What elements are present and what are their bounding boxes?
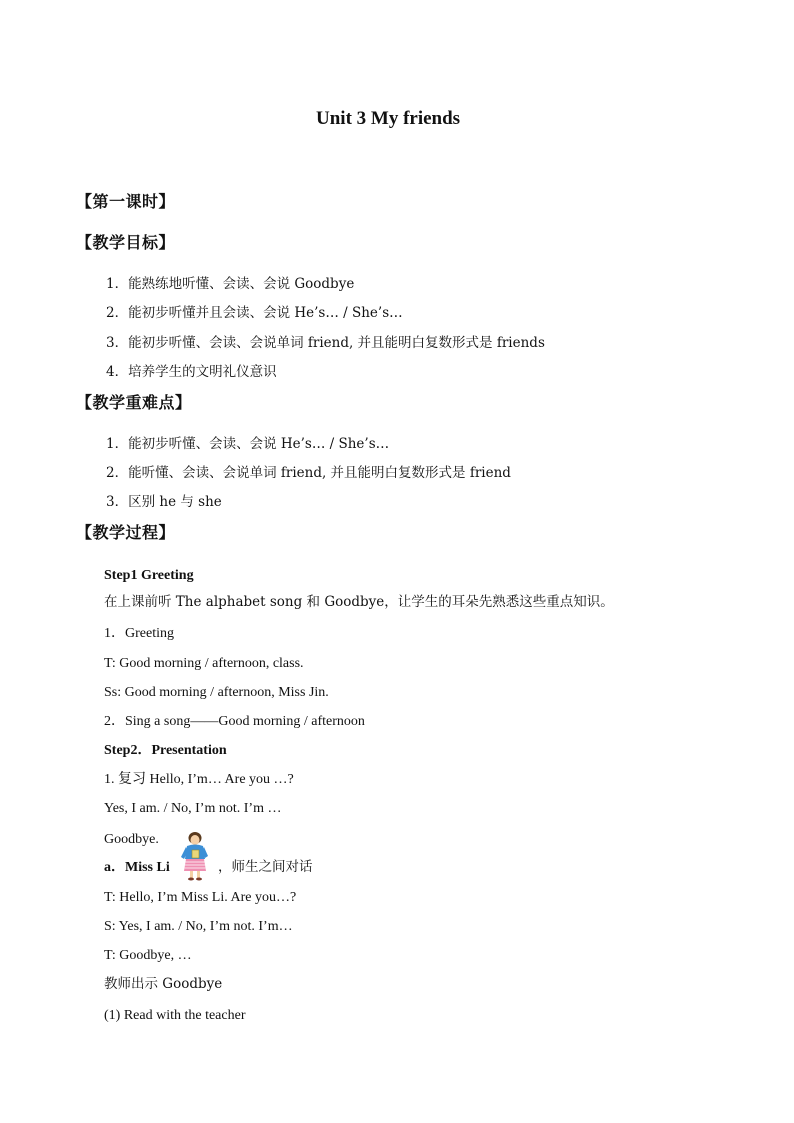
step1-line: 2．Sing a song——Good morning / afternoon [104, 714, 365, 729]
step1-line: T: Good morning / afternoon, class. [104, 656, 304, 671]
step2-title: Step2．Presentation [104, 743, 227, 758]
step2-line: (1) Read with the teacher [104, 1008, 246, 1023]
goal-item: 1．能熟练地听懂、会读、会说 Goodbye [106, 276, 355, 292]
goal-item: 3．能初步听懂、会读、会说单词 friend, 并且能明白复数形式是 friends [106, 335, 545, 351]
step2-line: 1. 复习 Hello, I’m… Are you …? [104, 772, 294, 787]
teacher-figure-icon [177, 831, 213, 881]
step2-line: S: Yes, I am. / No, I’m not. I’m… [104, 919, 293, 934]
step2-line: 教师出示 Goodbye [104, 976, 223, 992]
step1-line: Ss: Good morning / afternoon, Miss Jin. [104, 685, 329, 700]
step2-line: T: Hello, I’m Miss Li. Are you…? [104, 890, 297, 905]
page-title: Unit 3 My friends [316, 108, 461, 129]
step2-line: Yes, I am. / No, I’m not. I’m … [104, 801, 282, 816]
section-heading-lesson: 【第一课时】 [76, 192, 176, 211]
step2-line: T: Goodbye, … [104, 948, 192, 963]
keypoint-item: 3．区别 he 与 she [106, 494, 222, 510]
step1-line: 1．Greeting [104, 626, 174, 641]
step1-intro: 在上课前听 The alphabet song 和 Goodbye，让学生的耳朵先熟悉这些重点知识。 [104, 594, 614, 610]
section-heading-process: 【教学过程】 [76, 523, 176, 542]
step1-title: Step1 Greeting [104, 568, 194, 583]
miss-li-text: ，师生之间对话 [218, 859, 313, 875]
miss-li-label: a．Miss Li [104, 860, 170, 875]
keypoint-item: 1．能初步听懂、会读、会说 He’s… / She’s… [106, 436, 390, 452]
goal-item: 4．培养学生的文明礼仪意识 [106, 364, 277, 380]
step2-line: Goodbye. [104, 832, 159, 847]
section-heading-goals: 【教学目标】 [76, 233, 176, 252]
keypoint-item: 2．能听懂、会读、会说单词 friend, 并且能明白复数形式是 friend [106, 465, 511, 481]
section-heading-keypoints: 【教学重难点】 [76, 393, 192, 412]
goal-item: 2．能初步听懂并且会读、会说 He’s… / She’s… [106, 305, 403, 321]
